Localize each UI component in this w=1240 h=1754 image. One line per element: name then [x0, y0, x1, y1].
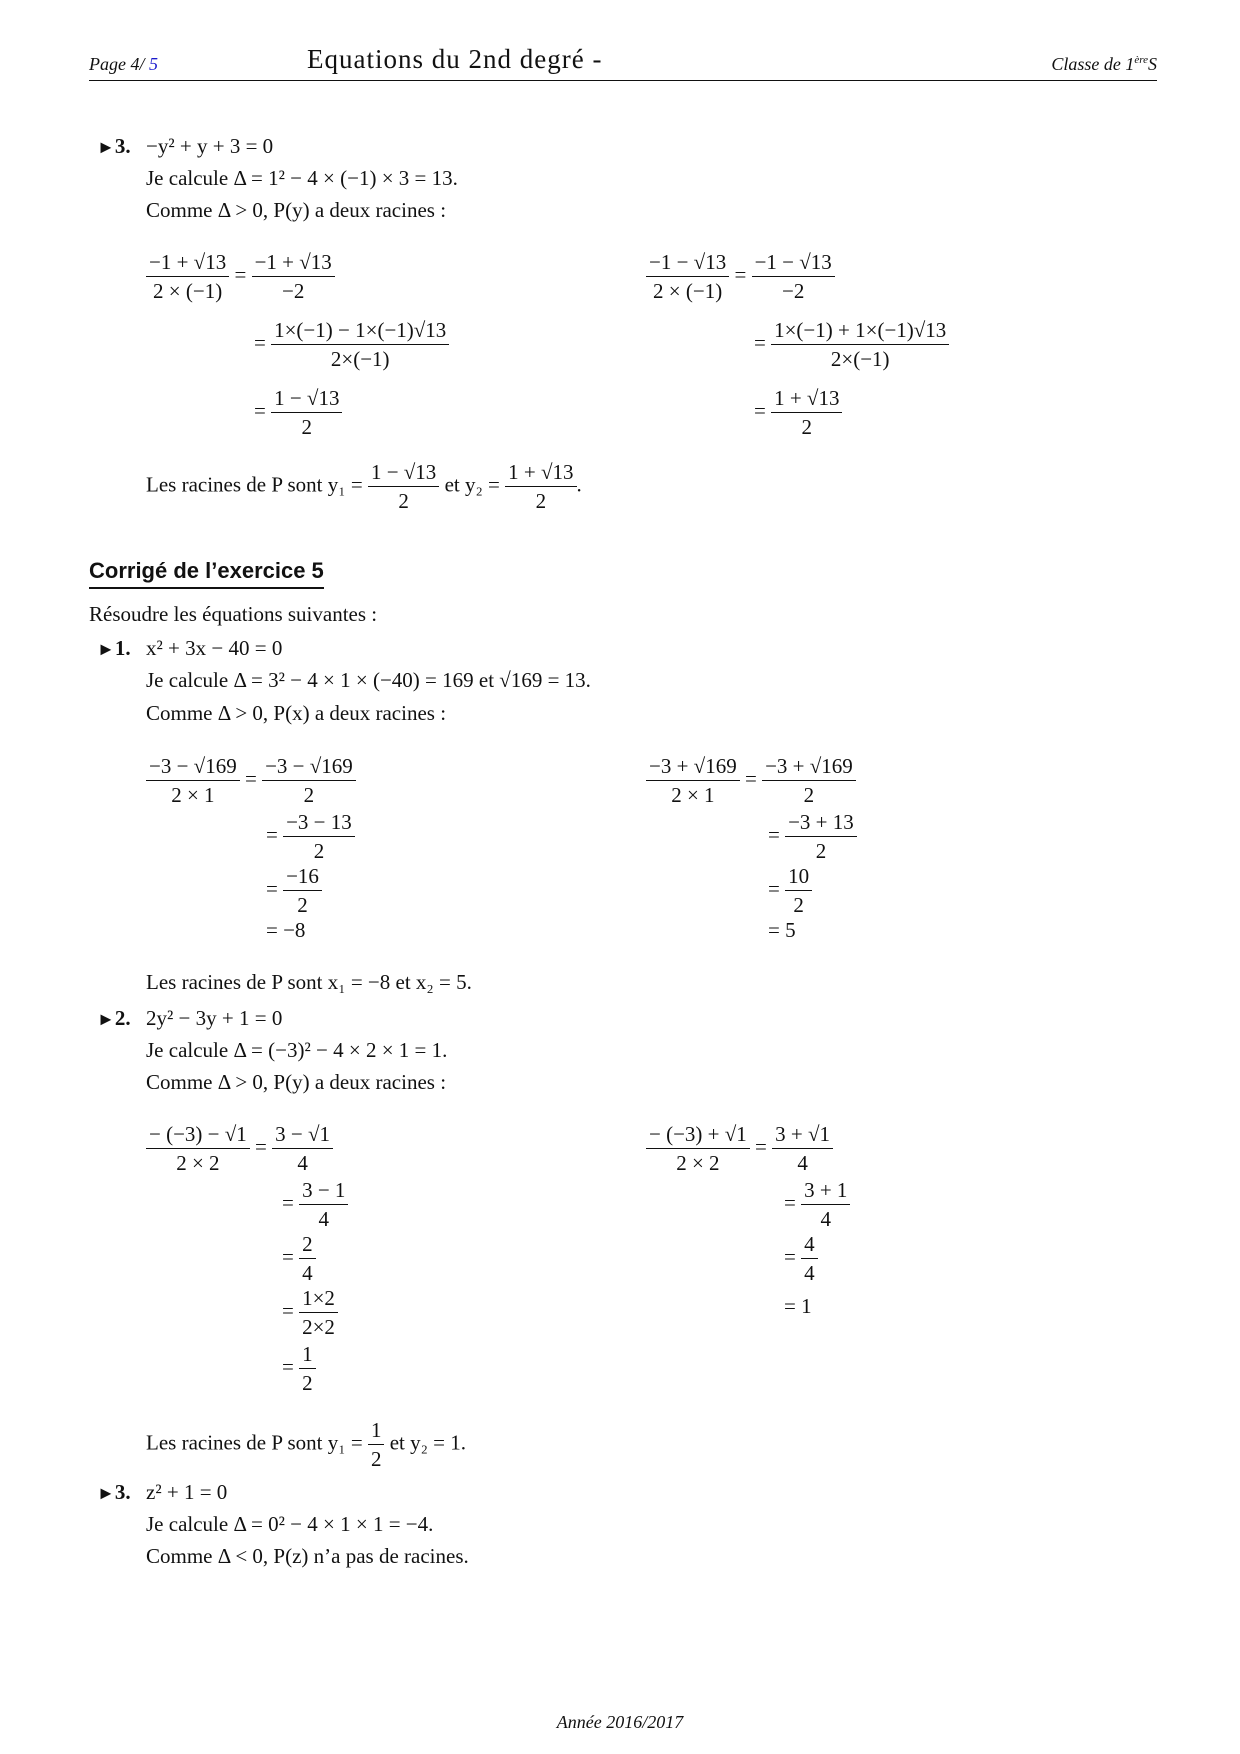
calc-row: $\frac{-1 + √13}{2 \times (-1)}$ = $\frac{-1 + √13}{-2}$: [146, 248, 335, 305]
calc-row: $\frac{- (-3) + √1}{2 \times 2}$ = $\frac{3 + √1}{4}$: [646, 1120, 833, 1177]
denominator: 2: [803, 783, 815, 807]
calc-row: = $\frac{-3 - 13}{2}$: [266, 808, 355, 865]
calc-row: = $\frac{1 - √13}{2}$: [254, 384, 342, 441]
fraction: [801, 1176, 850, 1233]
fraction: [272, 1120, 333, 1177]
comment-line: Comme Δ > 0, P(y) a deux racines :: [146, 198, 447, 222]
calc-row: = $\frac{-3 + 13}{2}$: [768, 808, 857, 865]
calc-row: $\frac{- (-3) - √1}{2 \times 2}$ = $\frac{3 - √1}{4}$: [146, 1120, 333, 1177]
fraction: [801, 1230, 818, 1287]
denominator: 2: [301, 415, 313, 439]
fraction: [368, 1416, 385, 1473]
conclusion-line: Les racines de P sont x₁ = −8 et x₂ = 5.: [146, 970, 472, 994]
calc-row: $\frac{-3 + √169}{2 \times 1}$ = $\frac{-3 + √169}{2}$: [646, 752, 856, 809]
denominator: 2: [535, 489, 547, 513]
conclusion-text: et y₂ =: [444, 472, 500, 497]
fraction: [146, 1120, 250, 1177]
delta-line: Je calcule Δ = 0² − 4 × 1 × 1 = −4.: [146, 1512, 434, 1536]
numerator: − (−3) + √1: [646, 1120, 750, 1149]
denominator: 2: [313, 839, 325, 863]
numerator: −1 + √13: [252, 248, 335, 277]
calc-row: = $\frac{3 - 1}{4}$: [282, 1176, 348, 1233]
denominator: 2×(−1): [330, 347, 390, 371]
item-bullet: [97, 1006, 131, 1031]
conclusion-text: Les racines de P sont y₁ =: [146, 472, 363, 497]
fraction: [646, 248, 729, 305]
page-total-link[interactable]: 5: [149, 54, 158, 74]
fraction: [146, 248, 229, 305]
fraction: [785, 808, 857, 865]
calc-row: $\frac{-3 - √169}{2 \times 1}$ = $\frac{-3 - √169}{2}$: [146, 752, 356, 809]
numerator: 1 − √13: [271, 384, 342, 413]
numerator: 4: [801, 1230, 818, 1259]
fraction: [646, 752, 740, 809]
document-title: Equations du 2nd degré -: [307, 44, 603, 74]
fraction: [299, 1340, 316, 1397]
calc-row: = $\frac{-16}{2}$: [266, 862, 322, 919]
denominator: 4: [804, 1261, 815, 1285]
denominator: 2 × 1: [671, 783, 715, 807]
denominator: 2: [302, 1371, 313, 1395]
numerator: 1×(−1) + 1×(−1)√13: [771, 316, 949, 345]
numerator: −3 − √169: [146, 752, 240, 781]
page-footer: Année 2016/2017: [556, 1712, 684, 1732]
denominator: 4: [302, 1261, 313, 1285]
delta-line: Je calcule Δ = 3² − 4 × 1 × (−40) = 169 et √169 = 13.: [146, 668, 591, 692]
calc-row: = $\frac{1}{2}$: [282, 1340, 316, 1397]
numerator: 10: [785, 862, 812, 891]
numerator: 3 − 1: [299, 1176, 348, 1205]
denominator: 2: [801, 415, 813, 439]
denominator: 2×(−1): [830, 347, 890, 371]
numerator: 3 − √1: [272, 1120, 333, 1149]
denominator: 2: [303, 783, 315, 807]
triangle-right-icon: ►: [97, 1009, 115, 1029]
item-number: 3.: [114, 1480, 131, 1504]
fraction: [271, 384, 342, 441]
conclusion-text: Les racines de P sont y₁ =: [146, 1430, 363, 1455]
numerator: −1 + √13: [146, 248, 229, 277]
fraction: [283, 862, 322, 919]
item-bullet: [97, 636, 131, 661]
denominator: 2 × 2: [676, 1151, 720, 1175]
conclusion-line: [146, 458, 582, 515]
comment-line: Comme Δ > 0, P(x) a deux racines :: [146, 701, 447, 725]
numerator: 3 + 1: [801, 1176, 850, 1205]
comment-line: Comme Δ < 0, P(z) n’a pas de racines.: [146, 1544, 469, 1568]
equation: x² + 3x − 40 = 0: [146, 636, 283, 660]
denominator: 2 × (−1): [153, 279, 223, 303]
fraction: [252, 248, 335, 305]
numerator: 2: [299, 1230, 316, 1259]
conclusion-line: [146, 1416, 466, 1473]
fraction: [262, 752, 356, 809]
calc-row: = $\frac{1\times 2}{2\times 2}$: [282, 1284, 338, 1341]
fraction: [752, 248, 835, 305]
denominator: 2×2: [302, 1315, 335, 1339]
denominator: −2: [282, 279, 305, 303]
page-header: [89, 44, 1157, 81]
item-number: 2.: [114, 1006, 131, 1030]
calc-row: = $\frac{3 + 1}{4}$: [784, 1176, 850, 1233]
numerator: 3 + √1: [772, 1120, 833, 1149]
fraction: [299, 1230, 316, 1287]
calc-result: = 1: [784, 1294, 812, 1318]
fraction: [772, 1120, 833, 1177]
section-title: Corrigé de l’exercice 5: [89, 558, 324, 589]
item-number: 1.: [114, 636, 131, 660]
fraction: [271, 316, 449, 373]
calc-row: $\frac{-1 - √13}{2 \times (-1)}$ = $\frac{-1 - √13}{-2}$: [646, 248, 835, 305]
page-label: Page 4/: [89, 54, 145, 74]
denominator: 2: [398, 489, 409, 513]
fraction: [785, 862, 812, 919]
item-number: 3.: [114, 134, 131, 158]
denominator: −2: [782, 279, 805, 303]
denominator: 2 × 1: [171, 783, 215, 807]
fraction: [505, 458, 576, 515]
fraction: [299, 1176, 348, 1233]
numerator: 1 + √13: [505, 458, 576, 487]
numerator: 1 − √13: [368, 458, 439, 487]
page-number: [89, 54, 158, 75]
fraction: [146, 752, 240, 809]
numerator: 1: [299, 1340, 316, 1369]
item-bullet: [97, 134, 131, 159]
intro-text: Résoudre les équations suivantes :: [89, 602, 378, 626]
numerator: −1 − √13: [646, 248, 729, 277]
numerator: − (−3) − √1: [146, 1120, 250, 1149]
fraction: [368, 458, 439, 515]
calc-row: = $\frac{1\times(-1) + 1\times(-1)√13}{2\times(-1)}$: [754, 316, 949, 373]
equation: z² + 1 = 0: [146, 1480, 228, 1504]
calc-row: = $\frac{10}{2}$: [768, 862, 812, 919]
triangle-right-icon: ►: [97, 1483, 115, 1503]
numerator: −16: [283, 862, 322, 891]
fraction: [762, 752, 856, 809]
calc-result: = −8: [266, 918, 306, 942]
fraction: [283, 808, 355, 865]
class-prefix: Classe de 1: [1051, 54, 1135, 74]
denominator: 4: [297, 1151, 308, 1175]
denominator: 4: [797, 1151, 808, 1175]
numerator: 1×2: [299, 1284, 338, 1313]
denominator: 2 × (−1): [653, 279, 723, 303]
numerator: 1: [368, 1416, 385, 1445]
denominator: 4: [318, 1207, 330, 1231]
fraction: [299, 1284, 338, 1341]
numerator: −3 + 13: [785, 808, 857, 837]
equation: −y² + y + 3 = 0: [146, 134, 274, 158]
denominator: 2: [297, 893, 308, 917]
denominator: 2 × 2: [176, 1151, 220, 1175]
numerator: −3 − 13: [283, 808, 355, 837]
denominator: 2: [370, 1447, 382, 1471]
denominator: 2: [793, 893, 804, 917]
numerator: 1 + √13: [771, 384, 842, 413]
numerator: −1 − √13: [752, 248, 835, 277]
class-label: [1051, 54, 1157, 75]
class-suffix: S: [1148, 54, 1157, 74]
calc-result: = 5: [768, 918, 796, 942]
fraction: [771, 316, 949, 373]
class-sup: ère: [1134, 54, 1148, 66]
fraction: [771, 384, 842, 441]
numerator: −3 + √169: [762, 752, 856, 781]
triangle-right-icon: ►: [97, 639, 115, 659]
delta-line: Je calcule Δ = 1² − 4 × (−1) × 3 = 13.: [146, 166, 458, 190]
conclusion-text: et y₂ = 1.: [389, 1430, 467, 1455]
item-bullet: [97, 1480, 131, 1505]
calc-row: = $\frac{4}{4}$: [784, 1230, 818, 1287]
calc-row: = $\frac{1\times(-1) - 1\times(-1)√13}{2\times(-1)}$: [254, 316, 449, 373]
conclusion-end: .: [576, 472, 582, 497]
triangle-right-icon: ►: [97, 137, 115, 157]
equation: 2y² − 3y + 1 = 0: [146, 1006, 283, 1030]
denominator: 2: [815, 839, 827, 863]
delta-line: Je calcule Δ = (−3)² − 4 × 2 × 1 = 1.: [146, 1038, 448, 1062]
fraction: [646, 1120, 750, 1177]
numerator: −3 + √169: [646, 752, 740, 781]
numerator: 1×(−1) − 1×(−1)√13: [271, 316, 449, 345]
comment-line: Comme Δ > 0, P(y) a deux racines :: [146, 1070, 447, 1094]
calc-row: = $\frac{1 + √13}{2}$: [754, 384, 842, 441]
numerator: −3 − √169: [262, 752, 356, 781]
denominator: 4: [820, 1207, 832, 1231]
calc-row: = $\frac{2}{4}$: [282, 1230, 316, 1287]
